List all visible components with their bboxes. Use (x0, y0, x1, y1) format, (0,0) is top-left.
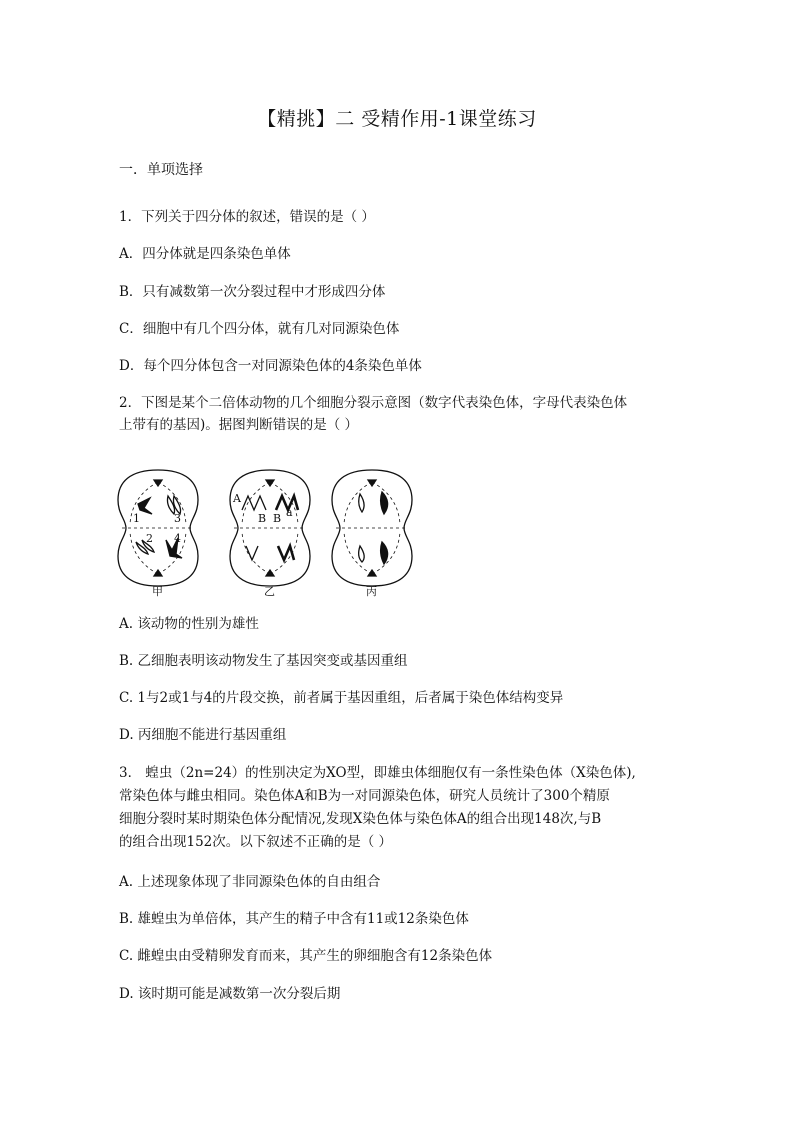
question-3-stem-line1: 3． 蝗虫（2n=24）的性别决定为XO型，即雄虫体细胞仅有一条性染色体（X染色体), (119, 765, 636, 781)
cell-yi (230, 470, 310, 586)
q2-option-b: B. 乙细胞表明该动物发生了基因突变或基因重组 (119, 653, 408, 669)
gene-letter-b-1: B (258, 512, 267, 525)
question-3-stem-line3: 细胞分裂时某时期染色体分配情况,发现X染色体与染色体A的组合出现148次,与B (119, 811, 602, 827)
q2-option-a: A. 该动物的性别为雄性 (119, 616, 259, 632)
question-2-stem-line1: 2．下图是某个二倍体动物的几个细胞分裂示意图（数字代表染色体，字母代表染色体 (119, 395, 628, 411)
q1-option-c: C．细胞中有几个四分体，就有几对同源染色体 (119, 321, 400, 337)
q1-option-d: D．每个四分体包含一对同源染色体的4条染色单体 (119, 358, 422, 374)
gene-letter-b-2: B (273, 512, 282, 525)
q2-option-c: C. 1与2或1与4的片段交换，前者属于基因重组，后者属于染色体结构变异 (119, 690, 564, 706)
cell-jia (118, 470, 198, 586)
q3-option-a: A. 上述现象体现了非同源染色体的自由组合 (119, 874, 381, 890)
gene-letter-a-upper: A (233, 492, 241, 505)
chromosome-number-1: 1 (133, 512, 140, 525)
chromosome-number-3: 3 (174, 512, 181, 525)
cell-division-figure (116, 462, 416, 598)
q1-option-a: A．四分体就是四条染色单体 (119, 246, 291, 262)
q3-option-d: D. 该时期可能是减数第一次分裂后期 (119, 986, 341, 1002)
chromosome-number-4: 4 (174, 532, 181, 545)
cell-bing (332, 470, 412, 586)
cell-label-yi: 乙 (264, 585, 275, 598)
q1-option-b: B．只有减数第一次分裂过程中才形成四分体 (119, 284, 386, 300)
q3-option-c: C. 雌蝗虫由受精卵发育而来，其产生的卵细胞含有12条染色体 (119, 948, 493, 964)
cell-label-jia: 甲 (152, 585, 163, 598)
question-3-stem-line2: 常染色体与雌虫相同。染色体A和B为一对同源染色体，研究人员统计了300个精原 (119, 788, 610, 804)
section-heading: 一．单项选择 (119, 162, 203, 178)
gene-letter-a-lower: a (286, 506, 293, 519)
question-2-stem-line2: 上带有的基因)。据图判断错误的是（ ） (119, 417, 359, 433)
question-3-stem-line4: 的组合出现152次。以下叙述不正确的是（ ） (119, 834, 393, 850)
q3-option-b: B. 雄蝗虫为单倍体，其产生的精子中含有11或12条染色体 (119, 911, 469, 927)
cell-label-bing: 丙 (366, 585, 377, 598)
q2-option-d: D. 丙细胞不能进行基因重组 (119, 727, 287, 743)
page-title: 【精挑】二 受精作用-1课堂练习 (257, 108, 537, 130)
question-1-stem: 1．下列关于四分体的叙述，错误的是（ ） (119, 209, 375, 225)
chromosome-number-2: 2 (146, 532, 153, 545)
